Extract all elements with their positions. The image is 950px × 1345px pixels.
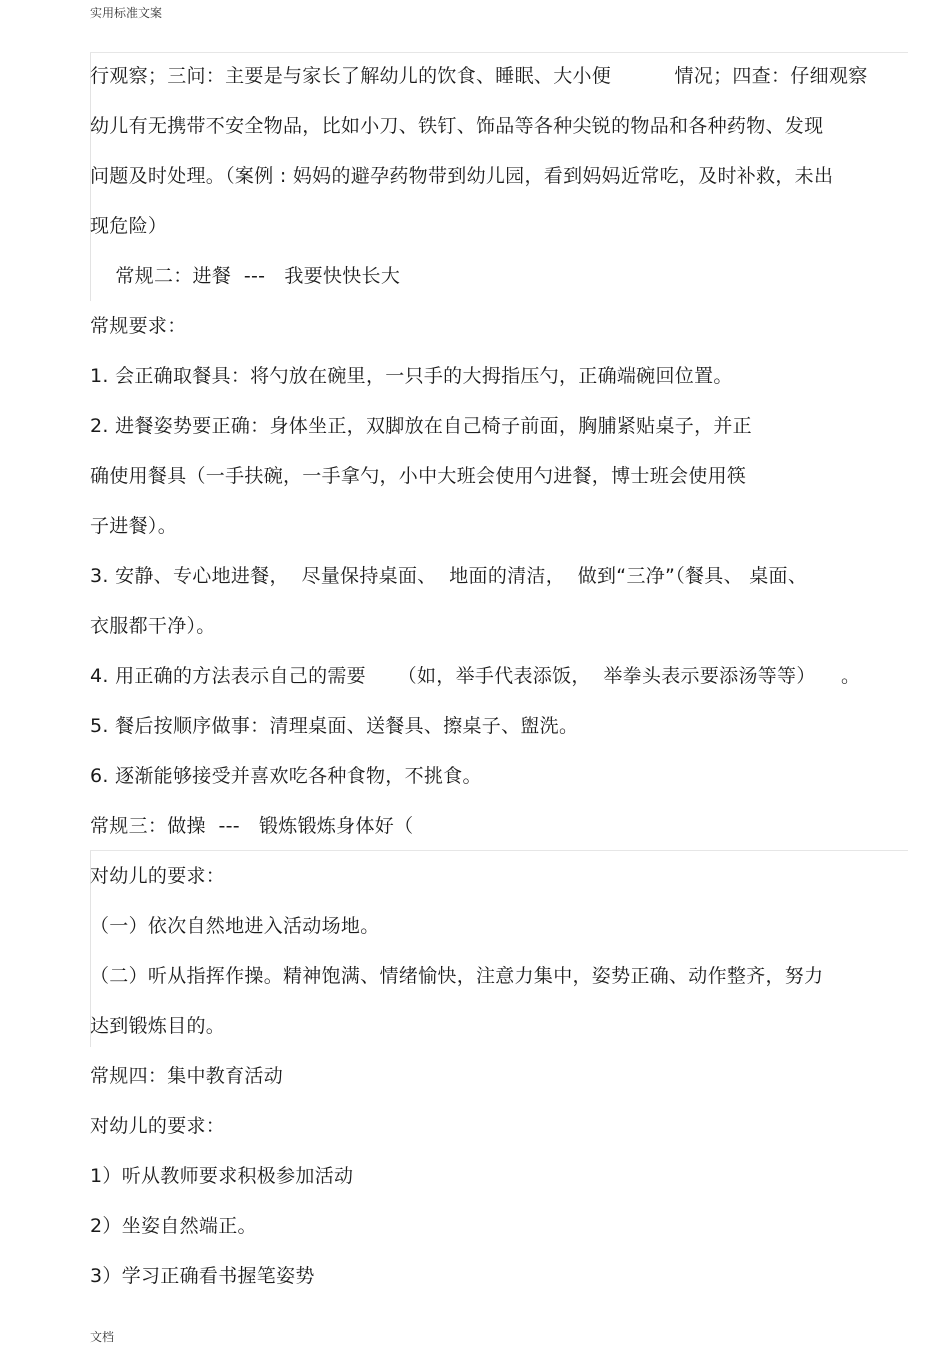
list-item: 6. 逐渐能够接受并喜欢吃各种食物，不挑食。 [90,765,482,787]
body-line: 确使用餐具（一手扶碗，一手拿勺，小中大班会使用勺进餐，博士班会使用筷 [90,465,747,487]
list-item: 2. 进餐姿势要正确：身体坐正，双脚放在自己椅子前面，胸脯紧贴桌子，并正 [90,415,752,437]
subheading: 常规要求： [90,315,187,337]
section-title: 常规四：集中教育活动 [90,1065,284,1087]
middle-rule [90,850,908,851]
list-item: 3）学习正确看书握笔姿势 [90,1265,315,1287]
section-title: 常规三：做操 --- 锻炼锻炼身体好（ [90,815,414,837]
list-item: （一）依次自然地进入活动场地。 [90,915,380,937]
page-header: 实用标准文案 [90,6,163,20]
body-line: 子进餐）。 [90,515,178,537]
subheading: 对幼儿的要求： [90,1115,226,1137]
body-line: 现危险） [90,215,168,237]
body-line: 达到锻炼目的。 [90,1015,226,1037]
section-title: 常规二：进餐 --- 我要快快长大 [90,265,401,287]
list-item: （二）听从指挥作操。精神饱满、情绪愉快，注意力集中，姿势正确、动作整齐，努力 [90,965,824,987]
body-line: 幼儿有无携带不安全物品，比如小刀、铁钉、饰品等各种尖锐的物品和各种药物、发现 [90,115,824,137]
list-item: 1）听从教师要求积极参加活动 [90,1165,354,1187]
list-item: 5. 餐后按顺序做事：清理桌面、送餐具、擦桌子、盥洗。 [90,715,579,737]
list-item: 1. 会正确取餐具：将勺放在碗里，一只手的大拇指压勺，正确端碗回位置。 [90,365,733,387]
list-item: 3. 安静、专心地进餐， 尽量保持桌面、 地面的清洁， 做到“三净”（餐具、 桌面、 [90,565,808,587]
body-line: 问题及时处理。（案例 : 妈妈的避孕药物带到幼儿园，看到妈妈近常吃，及时补救，未出 [90,165,834,187]
body-line: 衣服都干净）。 [90,615,216,637]
top-rule [90,52,908,53]
body-line: 行观察；三问：主要是与家长了解幼儿的饮食、睡眠、大小便 情况；四查：仔细观察 [90,65,868,87]
page-footer: 文档 [90,1330,115,1344]
list-item: 2）坐姿自然端正。 [90,1215,257,1237]
subheading: 对幼儿的要求： [90,865,226,887]
list-item: 4. 用正确的方法表示自己的需要 （如，举手代表添饭， 举拳头表示要添汤等等） 。 [90,665,861,687]
